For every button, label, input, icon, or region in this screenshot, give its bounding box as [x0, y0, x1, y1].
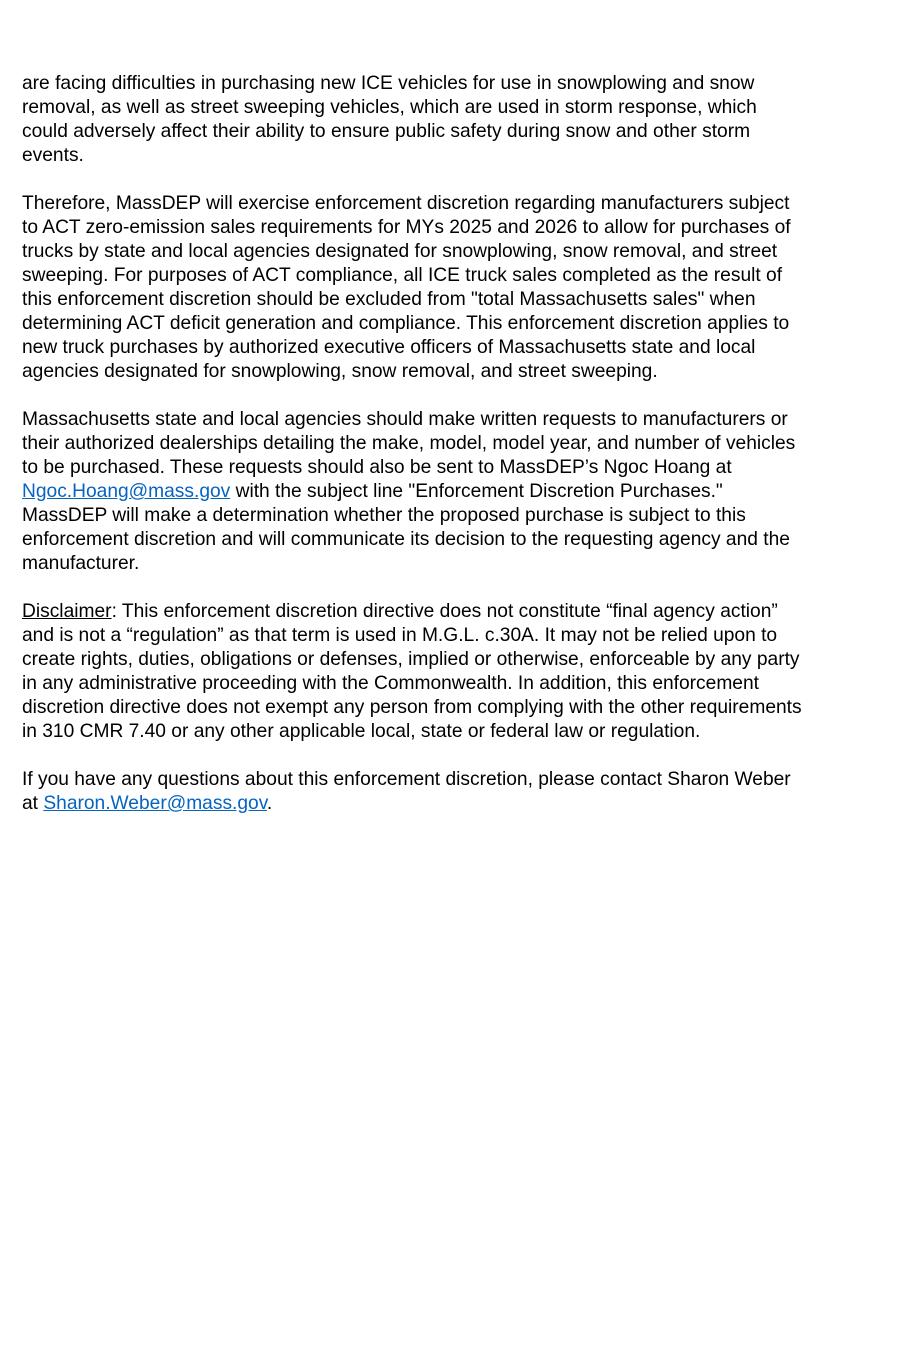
paragraph-enforcement-discretion — [22, 192, 882, 384]
text-line: sweeping. For purposes of ACT compliance, all ICE truck sales completed as the result of — [22, 265, 783, 286]
document-page — [22, 72, 882, 840]
text-fragment: . — [266, 793, 273, 814]
text-fragment: with the subject line "Enforcement Discretion Purchases." — [230, 481, 723, 502]
paragraph-contact — [22, 768, 882, 816]
text-line: Massachusetts state and local agencies should make written requests to manufacturers or — [22, 409, 788, 430]
text-line: manufacturer. — [22, 553, 140, 574]
text-line: events. — [22, 145, 84, 166]
text-line: If you have any questions about this enforcement discretion, please contact Sharon Weber — [22, 769, 791, 790]
text-line: new truck purchases by authorized executive officers of Massachusetts state and local — [22, 337, 756, 358]
text-line: could adversely affect their ability to ensure public safety during snow and other storm — [22, 121, 751, 142]
disclaimer-label: Disclaimer — [22, 601, 112, 622]
paragraph-written-requests — [22, 408, 882, 576]
paragraph-disclaimer — [22, 600, 882, 744]
text-fragment: : This enforcement discretion directive does not constitute “final agency action” — [111, 601, 778, 622]
sharon-weber-email-link[interactable]: Sharon.Weber@mass.gov — [43, 793, 267, 814]
text-line: discretion directive does not exempt any person from complying with the other requirements — [22, 697, 802, 718]
ngoc-hoang-email-link[interactable]: Ngoc.Hoang@mass.gov — [22, 481, 231, 502]
text-line: their authorized dealerships detailing the make, model, model year, and number of vehicles — [22, 433, 796, 454]
text-line: and is not a “regulation” as that term is used in M.G.L. c.30A. It may not be relied upon to — [22, 625, 778, 646]
text-line: to ACT zero-emission sales requirements for MYs 2025 and 2026 to allow for purchases of — [22, 217, 791, 238]
text-line: determining ACT deficit generation and compliance. This enforcement discretion applies to — [22, 313, 790, 334]
text-line: agencies designated for snowplowing, snow removal, and street sweeping. — [22, 361, 658, 382]
text-line — [22, 792, 882, 816]
text-line: MassDEP will make a determination whether the proposed purchase is subject to this — [22, 505, 746, 526]
text-fragment: at — [22, 793, 44, 814]
text-line — [22, 600, 882, 624]
text-line: in any administrative proceeding with the Commonwealth. In addition, this enforcement — [22, 673, 759, 694]
text-line: enforcement discretion and will communicate its decision to the requesting agency and the — [22, 529, 790, 550]
paragraph-difficulties — [22, 72, 882, 168]
text-line — [22, 480, 882, 504]
text-line: in 310 CMR 7.40 or any other applicable local, state or federal law or regulation. — [22, 721, 701, 742]
text-line: this enforcement discretion should be excluded from "total Massachusetts sales" when — [22, 289, 756, 310]
text-line: create rights, duties, obligations or defenses, implied or otherwise, enforceable by any party — [22, 649, 800, 670]
text-line: removal, as well as street sweeping vehicles, which are used in storm response, which — [22, 97, 757, 118]
text-line: trucks by state and local agencies designated for snowplowing, snow removal, and street — [22, 241, 778, 262]
text-line: Therefore, MassDEP will exercise enforcement discretion regarding manufacturers subject — [22, 193, 790, 214]
text-line: are facing difficulties in purchasing new ICE vehicles for use in snowplowing and snow — [22, 73, 755, 94]
text-line: to be purchased. These requests should also be sent to MassDEP’s Ngoc Hoang at — [22, 457, 732, 478]
